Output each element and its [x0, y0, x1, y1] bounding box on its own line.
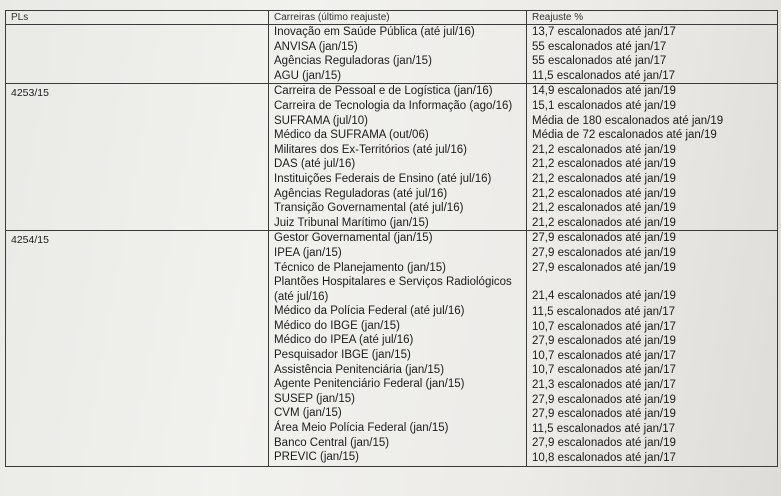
reajuste-item: 11,5 escalonados até jan/17 — [532, 306, 676, 319]
carreira-item: Médico do IPEA (até jul/16) — [274, 334, 414, 347]
reajuste-item: 11,5 escalonados até jan/17 — [532, 422, 676, 435]
carreira-item: Agências Reguladoras (jan/15) — [274, 55, 432, 68]
carreira-item: Médico da SUFRAMA (out/06) — [274, 129, 429, 142]
reajuste-item: 55 escalonados até jan/17 — [532, 55, 667, 68]
reajuste-item: 27,9 escalonados até jan/19 — [532, 246, 676, 259]
carreira-item: Transição Governamental (até jul/16) — [274, 202, 464, 215]
carreira-item: CVM (jan/15) — [274, 407, 342, 420]
reajuste-item: 27,9 escalonados até jan/19 — [532, 232, 676, 245]
reajuste-cell — [527, 231, 778, 466]
carreiras-cell — [269, 84, 527, 231]
carreira-item: Banco Central (jan/15) — [274, 436, 390, 449]
carreira-item: Técnico de Planejamento (jan/15) — [274, 261, 446, 274]
carreiras-cell — [269, 25, 527, 84]
reajuste-item: 21,2 escalonados até jan/19 — [532, 172, 676, 185]
pl-cell — [6, 25, 269, 84]
reajuste-item — [532, 275, 772, 305]
carreira-item: SUSEP (jan/15) — [274, 392, 355, 405]
reajuste-table — [5, 10, 778, 467]
carreira-item: Carreira de Pessoal e de Logística (jan/16) — [274, 85, 493, 98]
reajuste-item: 21,2 escalonados até jan/19 — [532, 143, 676, 156]
reajuste-item: 21,3 escalonados até jan/17 — [532, 379, 676, 392]
carreira-item: Agente Penitenciário Federal (jan/15) — [274, 378, 465, 391]
carreira-item: SUFRAMA (jul/10) — [274, 114, 368, 127]
carreiras-cell — [269, 231, 527, 466]
carreira-item: Médico do IBGE (jan/15) — [274, 319, 400, 332]
carreira-item: Plantões Hospitalares e Serviços Radiológicos (até jul/16) — [274, 276, 512, 303]
carreira-item: Inovação em Saúde Pública (até jul/16) — [274, 26, 475, 38]
carreira-item: Militares dos Ex-Territórios (até jul/16) — [274, 143, 468, 156]
group-row-1 — [6, 25, 778, 84]
reajuste-item: 27,9 escalonados até jan/19 — [532, 335, 676, 348]
reajuste-item: 55 escalonados até jan/17 — [532, 40, 667, 53]
reajuste-item: 11,5 escalonados até jan/17 — [532, 69, 676, 82]
table-header-row — [6, 11, 778, 25]
carreira-item: Instituições Federais de Ensino (até jul/16) — [274, 172, 492, 185]
group-row-2 — [6, 84, 778, 231]
carreira-item: AGU (jan/15) — [274, 69, 342, 82]
carreira-item: PREVIC (jan/15) — [274, 451, 360, 464]
reajuste-item: 27,9 escalonados até jan/19 — [532, 408, 676, 421]
reajuste-item: 10,8 escalonados até jan/17 — [532, 452, 676, 465]
header-carreiras: Carreiras (último reajuste) — [269, 11, 527, 25]
reajuste-text: 21,4 escalonados até jan/19 — [532, 290, 676, 303]
carreira-item: Gestor Governamental (jan/15) — [274, 232, 433, 245]
group-row-3 — [6, 231, 778, 466]
reajuste-item: 21,2 escalonados até jan/19 — [532, 158, 676, 171]
pl-cell: 4254/15 — [6, 231, 269, 466]
reajuste-item: 21,2 escalonados até jan/19 — [532, 216, 676, 229]
carreira-item: Pesquisador IBGE (jan/15) — [274, 349, 411, 362]
reajuste-item: 10,7 escalonados até jan/17 — [532, 364, 676, 377]
carreira-item: Assistência Penitenciária (jan/15) — [274, 363, 445, 376]
carreira-item: Juiz Tribunal Marítimo (jan/15) — [274, 216, 429, 229]
header-pls: PLs — [6, 11, 269, 25]
carreira-item: IPEA (jan/15) — [274, 246, 342, 259]
header-reajuste: Reajuste % — [527, 11, 778, 25]
reajuste-item: 10,7 escalonados até jan/17 — [532, 349, 676, 362]
reajuste-item: 21,2 escalonados até jan/19 — [532, 202, 676, 215]
reajuste-item: Média de 180 escalonados até jan/19 — [532, 114, 724, 127]
carreira-item: Carreira de Tecnologia da Informação (ago/16) — [274, 99, 513, 112]
reajuste-item: 27,9 escalonados até jan/19 — [532, 437, 676, 450]
carreira-item: DAS (até jul/16) — [274, 158, 356, 171]
reajuste-item: Média de 72 escalonados até jan/19 — [532, 129, 717, 142]
reajuste-item: 15,1 escalonados até jan/19 — [532, 99, 676, 112]
reajuste-item: 27,9 escalonados até jan/19 — [532, 393, 676, 406]
reajuste-item: 21,2 escalonados até jan/19 — [532, 187, 676, 200]
reajuste-item: 14,9 escalonados até jan/19 — [532, 85, 676, 98]
carreira-item: ANVISA (jan/15) — [274, 40, 358, 53]
reajuste-cell — [527, 84, 778, 231]
reajuste-item: 13,7 escalonados até jan/17 — [532, 26, 676, 38]
carreira-item: Área Meio Polícia Federal (jan/15) — [274, 422, 449, 435]
reajuste-cell — [527, 25, 778, 84]
reajuste-item: 10,7 escalonados até jan/17 — [532, 320, 676, 333]
pl-cell: 4253/15 — [6, 84, 269, 231]
carreira-item: Agências Reguladoras (até jul/16) — [274, 187, 448, 200]
carreira-item: Médico da Polícia Federal (até jul/16) — [274, 305, 465, 318]
reajuste-item: 27,9 escalonados até jan/19 — [532, 261, 676, 274]
